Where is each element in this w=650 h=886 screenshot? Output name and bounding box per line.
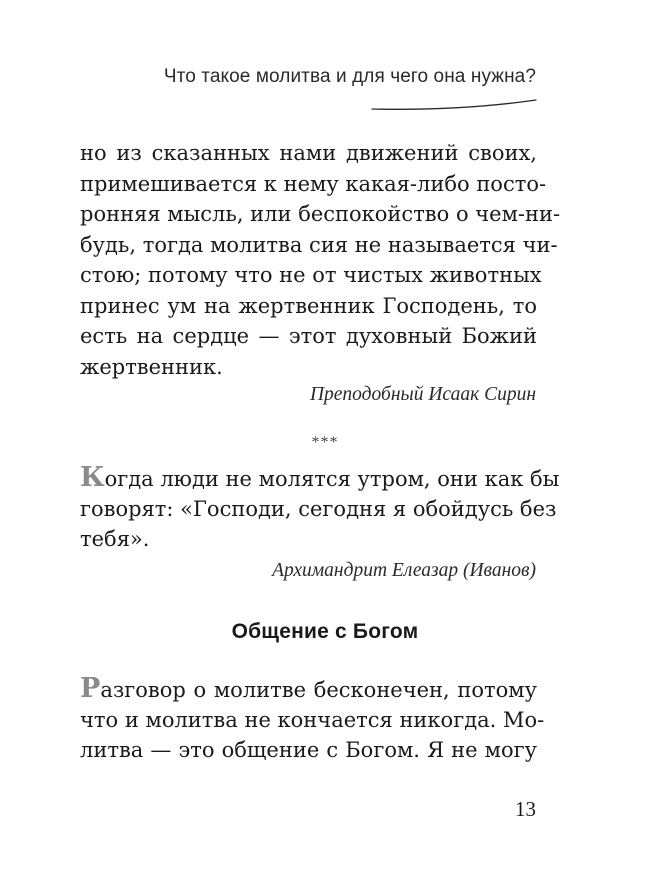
drop-cap: Р bbox=[80, 673, 101, 704]
text-line: но из сказанных нами движений своих, bbox=[80, 141, 537, 165]
text-line: примешивается к нему какая-либо посто- bbox=[80, 171, 547, 196]
section-heading: Общение с Богом bbox=[231, 620, 419, 643]
quote-isaac-text bbox=[80, 138, 561, 382]
drop-cap: К bbox=[80, 462, 105, 493]
first-line-text: огда люди не молятся утром, они как бы bbox=[104, 467, 560, 491]
text-line: говорят: «Господи, сегодня я обойдусь без bbox=[80, 496, 557, 521]
text-line: будь, тогда молитва сия не называется чи- bbox=[80, 232, 558, 257]
page-number: 13 bbox=[515, 797, 536, 821]
first-line-text: азговор о молитве бесконечен, потому bbox=[100, 678, 537, 702]
section-body-text bbox=[80, 673, 545, 766]
text-line bbox=[80, 674, 537, 705]
text-line: ронняя мысль, или беспокойство о чем-ни- bbox=[80, 202, 561, 226]
running-head-swoosh-ornament bbox=[370, 96, 540, 112]
text-line: литва — это общение с Богом. Я не могу bbox=[80, 738, 537, 762]
text-line: тебя». bbox=[80, 527, 150, 551]
section-separator: *** bbox=[311, 434, 339, 451]
text-line: есть на сердце — этот духовный Божий bbox=[80, 324, 537, 348]
text-line: принес ум на жертвенник Господень, то bbox=[80, 293, 537, 318]
text-line: что и молитва не кончается никогда. Мо- bbox=[80, 707, 545, 732]
attribution-isaac: Преподобный Исаак Сирин bbox=[309, 384, 536, 405]
running-head: Что такое молитва и для чего она нужна? bbox=[163, 66, 536, 87]
attribution-eleazar: Архимандрит Елеазар (Иванов) bbox=[272, 560, 536, 581]
text-line: стою; потому что не от чистых животных bbox=[80, 263, 542, 287]
text-line bbox=[80, 462, 560, 494]
quote-eleazar-text bbox=[80, 462, 560, 555]
text-line: жертвенник. bbox=[80, 354, 223, 379]
